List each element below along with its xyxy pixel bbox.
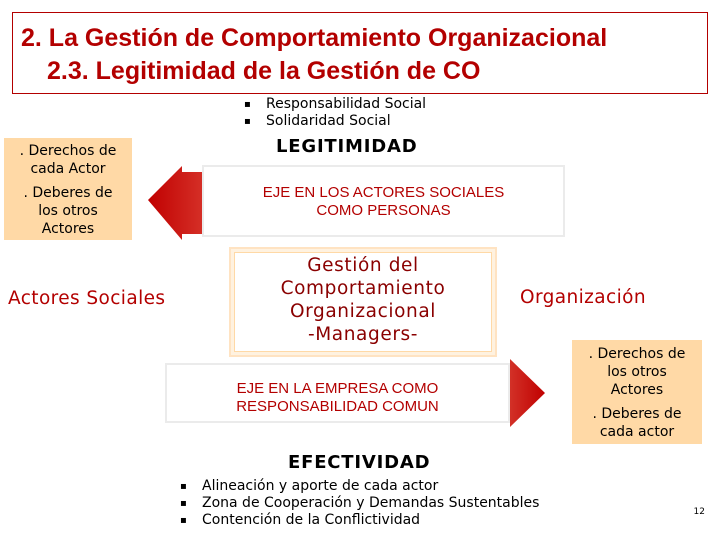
title-line-1: 2. La Gestión de Comportamiento Organizacional — [21, 24, 608, 52]
top-arrow-line: COMO PERSONAS — [316, 202, 451, 219]
bottom-bullet-text: Alineación y aporte de cada actor — [202, 478, 439, 494]
title-line-2: 2.3. Legitimidad de la Gestión de CO — [47, 57, 481, 85]
bullet-icon: ▪ — [180, 514, 187, 526]
top-arrow-line: EJE EN LOS ACTORES SOCIALES — [262, 184, 505, 201]
right-box-line: . Deberes de — [592, 406, 682, 422]
right-box-item-2 — [572, 405, 702, 441]
top-bullet-text: Responsabilidad Social — [266, 96, 427, 112]
top-bullet-text: Solidaridad Social — [266, 113, 391, 129]
bottom-bullet-2 — [180, 495, 539, 511]
bottom-bullet-text: Zona de Cooperación y Demandas Sustentables — [202, 495, 540, 511]
bottom-bullet-text: Contención de la Conflictividad — [202, 512, 421, 528]
center-box-text — [234, 254, 492, 346]
left-box-line: los otros — [38, 203, 98, 219]
top-arrow-text — [203, 184, 564, 220]
page-number: 12 — [693, 507, 705, 517]
left-box-line: . Deberes de — [23, 185, 113, 201]
bottom-arrow-line: EJE EN LA EMPRESA COMO — [236, 380, 439, 397]
bottom-bullet-3 — [180, 512, 420, 528]
bullet-icon: ▪ — [180, 480, 187, 492]
right-box-item-1 — [572, 345, 702, 399]
right-box-line: Actores — [610, 382, 664, 398]
bottom-arrow-line: RESPONSABILIDAD COMUN — [236, 398, 439, 415]
bullet-icon: ▪ — [180, 497, 187, 509]
right-box-line: . Derechos de — [588, 346, 686, 362]
legitimidad-label: LEGITIMIDAD — [276, 136, 418, 157]
left-box-line: . Derechos de — [19, 143, 117, 159]
center-box-line: -Managers- — [307, 324, 419, 345]
actores-sociales-label: Actores Sociales — [8, 288, 166, 309]
efectividad-label: EFECTIVIDAD — [288, 452, 431, 473]
bullet-icon: ▪ — [244, 98, 251, 110]
bullet-icon: ▪ — [244, 115, 251, 127]
organizacion-label: Organización — [520, 287, 646, 308]
center-box-line: Organizacional — [289, 301, 437, 322]
left-box-line: Actores — [41, 221, 95, 237]
center-box-line: Gestión del — [307, 255, 419, 276]
center-box-line: Comportamiento — [280, 278, 446, 299]
left-box-line: cada Actor — [30, 161, 106, 177]
right-box-line: cada actor — [599, 424, 675, 440]
bottom-bullet-1 — [180, 478, 438, 494]
bottom-arrow-text — [166, 380, 509, 416]
right-box-line: los otros — [607, 364, 667, 380]
